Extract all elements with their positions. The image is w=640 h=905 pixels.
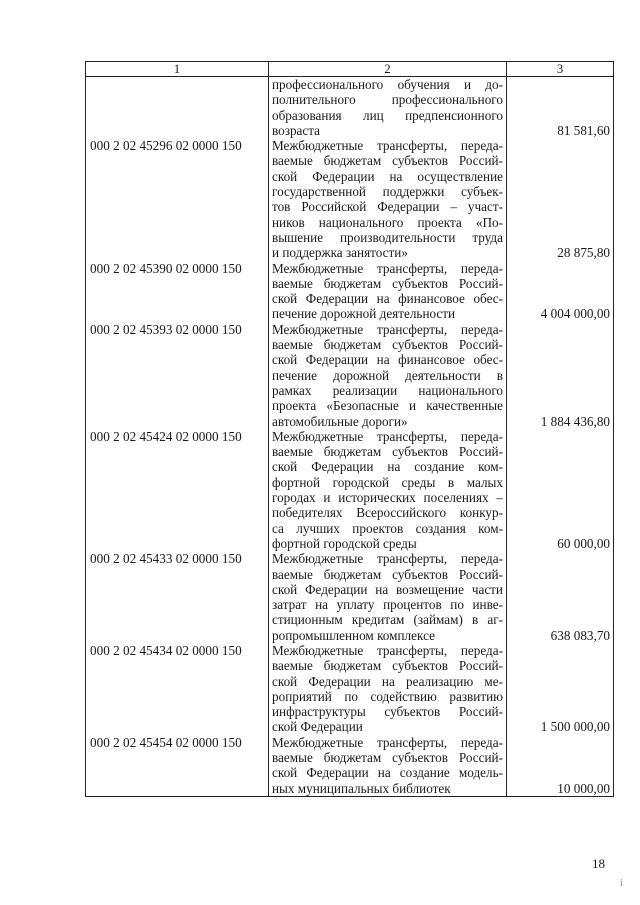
description-line: ской Федерации	[272, 719, 363, 735]
edge-mark: i	[620, 878, 623, 889]
table-row	[86, 77, 614, 139]
description-line: Межбюджетные трансферты, переда-	[272, 551, 503, 567]
row-amount: 28 875,80	[557, 245, 610, 261]
description-line: победителях Всероссийского конкур-	[272, 505, 503, 521]
description-line: профессионального обучения и до-	[272, 77, 503, 92]
row-code: 000 2 02 45393 02 0000 150	[86, 322, 269, 429]
description-line: ников национального проекта «По-	[272, 214, 503, 230]
description-line: ской Федерации на финансовое обес-	[272, 352, 503, 368]
table-header-row	[86, 62, 614, 77]
column-header-3: 3	[507, 62, 614, 77]
row-amount: 638 083,70	[550, 627, 610, 643]
description-line: ных муниципальных библиотек	[272, 780, 451, 796]
row-description	[269, 735, 507, 797]
description-line: са лучших проектов создания ком-	[272, 520, 503, 536]
row-amount-cell	[507, 138, 614, 260]
description-line: Межбюджетные трансферты, переда-	[272, 642, 503, 658]
description-line: ваемые бюджетам субъектов Россий-	[272, 566, 503, 582]
row-description	[269, 429, 507, 551]
row-code: 000 2 02 45433 02 0000 150	[86, 551, 269, 643]
description-line: городах и исторических поселениях –	[272, 490, 503, 506]
row-description	[269, 138, 507, 260]
row-code	[86, 77, 269, 139]
description-line: тов Российской Федерации – участ-	[272, 199, 503, 215]
row-amount: 4 004 000,00	[540, 306, 610, 322]
description-line: ваемые бюджетам субъектов Россий-	[272, 337, 503, 353]
description-line: образования лиц предпенсионного	[272, 107, 503, 123]
table-row	[86, 551, 614, 643]
row-amount-cell	[507, 429, 614, 551]
description-line: Межбюджетные трансферты, переда-	[272, 138, 503, 154]
description-line: печение дорожной деятельности в	[272, 367, 503, 383]
description-line: ской Федерации на осуществление	[272, 168, 503, 184]
description-line: печение дорожной деятельности	[272, 306, 456, 322]
row-description	[269, 77, 507, 139]
row-amount: 60 000,00	[557, 535, 610, 551]
row-amount-cell	[507, 551, 614, 643]
description-line: ской Федерации на возмещение части	[272, 581, 503, 597]
table-row	[86, 643, 614, 735]
row-code: 000 2 02 45296 02 0000 150	[86, 138, 269, 260]
description-line: полнительного профессионального	[272, 92, 503, 108]
description-line: вышение производительности труда	[272, 229, 503, 245]
table-body	[86, 77, 614, 797]
budget-table	[85, 61, 614, 797]
description-line: ской Федерации на финансовое обес-	[272, 291, 503, 307]
description-line: автомобильные дороги»	[272, 413, 408, 429]
column-header-2: 2	[269, 62, 507, 77]
description-line: Межбюджетные трансферты, переда-	[272, 428, 503, 444]
description-line: затрат на уплату процентов по инве-	[272, 597, 503, 613]
description-line: возраста	[272, 122, 321, 138]
row-amount: 81 581,60	[557, 122, 610, 138]
description-line: проекта «Безопасные и качественные	[272, 398, 503, 414]
description-line: Межбюджетные трансферты, переда-	[272, 734, 503, 750]
row-amount-cell	[507, 735, 614, 797]
row-amount: 10 000,00	[557, 780, 610, 796]
row-code: 000 2 02 45390 02 0000 150	[86, 261, 269, 322]
description-line: фортной городской среды в малых	[272, 474, 503, 490]
description-line: роприятий по содействию развитию	[272, 688, 503, 704]
row-code: 000 2 02 45424 02 0000 150	[86, 429, 269, 551]
row-description	[269, 551, 507, 643]
description-line: Межбюджетные трансферты, переда-	[272, 260, 503, 276]
row-amount-cell	[507, 643, 614, 735]
row-amount-cell	[507, 77, 614, 139]
description-line: рамках реализации национального	[272, 382, 503, 398]
description-line: ваемые бюджетам субъектов Россий-	[272, 444, 503, 460]
description-line: ваемые бюджетам субъектов Россий-	[272, 658, 503, 674]
description-line: инфраструктуры субъектов Россий-	[272, 704, 503, 720]
column-header-1: 1	[86, 62, 269, 77]
description-line: ваемые бюджетам субъектов Россий-	[272, 750, 503, 766]
table-row	[86, 138, 614, 260]
page-number: 18	[592, 856, 605, 871]
description-line: стиционным кредитам (займам) в аг-	[272, 612, 503, 628]
row-amount: 1 884 436,80	[540, 413, 610, 429]
description-line: ской Федерации на создание модель-	[272, 765, 503, 781]
row-amount-cell	[507, 322, 614, 429]
row-description	[269, 322, 507, 429]
description-line: ваемые бюджетам субъектов Россий-	[272, 275, 503, 291]
description-line: фортной городской среды	[272, 535, 417, 551]
description-line: ской Федерации на создание ком-	[272, 459, 503, 475]
table-row	[86, 322, 614, 429]
table-row	[86, 429, 614, 551]
row-code: 000 2 02 45454 02 0000 150	[86, 735, 269, 797]
description-line: Межбюджетные трансферты, переда-	[272, 321, 503, 337]
row-amount: 1 500 000,00	[540, 719, 610, 735]
row-code: 000 2 02 45434 02 0000 150	[86, 643, 269, 735]
description-line: ропромышленном комплексе	[272, 627, 435, 643]
row-description	[269, 643, 507, 735]
row-description	[269, 261, 507, 322]
table-row	[86, 735, 614, 797]
description-line: государственной поддержки субъек-	[272, 184, 503, 200]
description-line: ваемые бюджетам субъектов Россий-	[272, 153, 503, 169]
row-amount-cell	[507, 261, 614, 322]
description-line: ской Федерации на реализацию ме-	[272, 673, 503, 689]
description-line: и поддержка занятости»	[272, 245, 408, 261]
table-row	[86, 261, 614, 322]
